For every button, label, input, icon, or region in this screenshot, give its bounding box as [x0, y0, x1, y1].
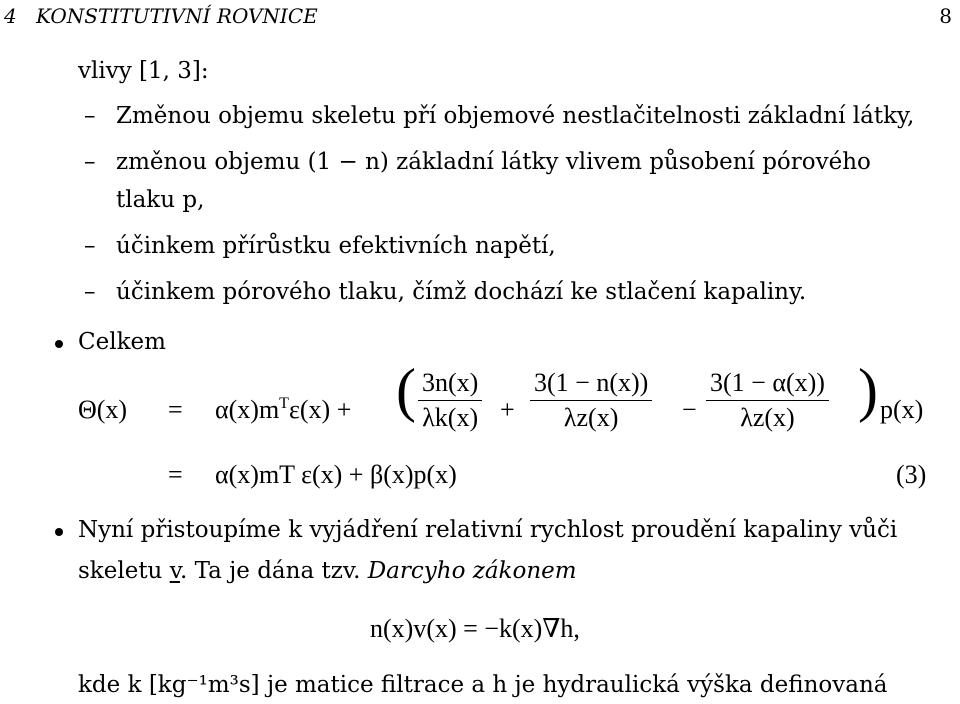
- frac1-denominator: λk(x): [422, 403, 479, 432]
- dash-2: –: [84, 149, 96, 175]
- text-skeletu: skeletu: [78, 558, 170, 584]
- dash-item-3: účinkem přírůstku efektivních napětí,: [116, 233, 556, 259]
- text-darcyho-zakonem: Darcyho zákonem: [367, 558, 577, 584]
- eq-frac-2: [530, 368, 652, 433]
- eq-frac-1: [418, 368, 482, 433]
- bullet-2-line-2: [78, 558, 577, 584]
- bullet-dot-1: [55, 340, 63, 348]
- dash-item-1: Změnou objemu skeletu pří objemové nestlačitelnosti základní látky,: [116, 103, 915, 129]
- bullet-dot-2: [55, 528, 63, 536]
- text-ta-je-dana: . Ta je dána tzv.: [179, 558, 368, 584]
- eq-term1: [215, 395, 351, 425]
- dash-3: –: [84, 233, 96, 259]
- eq-alpha-m: α(x)m: [215, 395, 280, 424]
- eq-tail: p(x): [880, 395, 924, 424]
- dash-item-2-cont: tlaku p,: [116, 187, 205, 213]
- frac1-numerator: 3n(x): [418, 368, 482, 401]
- eq-line2: α(x)mT ε(x) + β(x)p(x): [215, 460, 457, 489]
- dash-item-4: účinkem pórového tlaku, čímž dochází ke stlačení kapaliny.: [116, 279, 807, 305]
- eq-number: (3): [896, 460, 927, 489]
- eq-equals-1: =: [168, 395, 183, 424]
- last-line: kde k [kg⁻¹m³s] je matice filtrace a h je hydraulická výška definovaná: [78, 672, 888, 698]
- eq-equals-2: =: [168, 460, 183, 489]
- frac3-numerator: 3(1 − α(x)): [706, 368, 829, 401]
- dash-1: –: [84, 103, 96, 129]
- intro-text: vlivy [1, 3]:: [78, 58, 209, 84]
- frac2-numerator: 3(1 − n(x)): [530, 368, 652, 401]
- text-v-underlined: v: [169, 558, 180, 584]
- bullet-text-celkem: Celkem: [78, 329, 166, 355]
- eq-frac-3: [706, 368, 829, 433]
- darcy-equation: n(x)v(x) = −k(x)∇h,: [370, 614, 580, 643]
- frac2-denominator: λz(x): [563, 403, 619, 432]
- eq-right-paren: ): [858, 357, 878, 423]
- bullet-2-line-1: Nyní přistoupíme k vyjádření relativní rychlost proudění kapaliny vůči: [78, 517, 898, 543]
- eq-lhs: Θ(x): [78, 395, 128, 424]
- section-title: KONSTITUTIVNÍ ROVNICE: [36, 4, 318, 28]
- section-number: 4: [4, 4, 17, 28]
- page-number: 8: [939, 4, 952, 28]
- dash-4: –: [84, 279, 96, 305]
- dash-item-2: změnou objemu (1 − n) základní látky vlivem působení pórového: [116, 149, 871, 175]
- frac3-denominator: λz(x): [740, 403, 795, 432]
- eq-eps: ε(x) +: [288, 395, 352, 424]
- eq-minus: −: [682, 395, 697, 424]
- eq-plus: +: [500, 395, 515, 424]
- eq-transpose: T: [279, 395, 289, 412]
- eq-left-paren: (: [396, 357, 416, 423]
